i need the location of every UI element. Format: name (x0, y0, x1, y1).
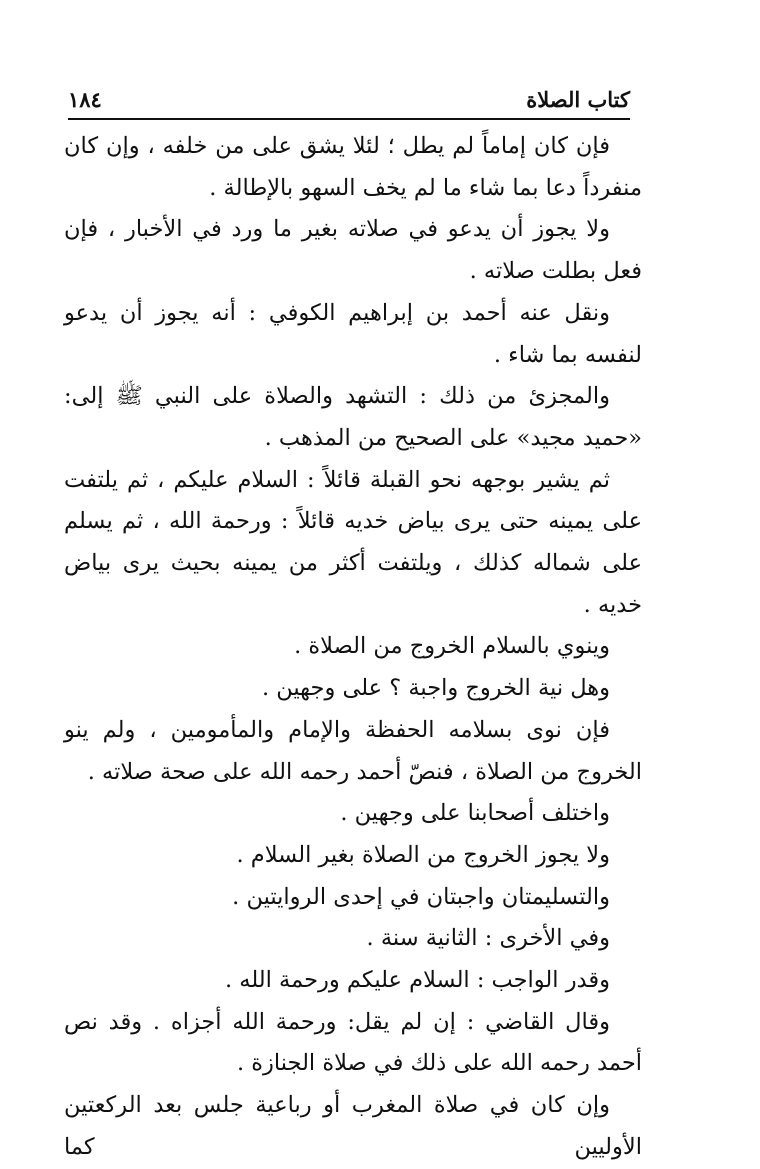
paragraph: وهل نية الخروج واجبة ؟ على وجهين . (261, 675, 610, 702)
paragraph: وينوي بالسلام الخروج من الصلاة . (294, 633, 610, 660)
page-number: ١٨٤ (68, 87, 102, 112)
paragraph: والتسليمتان واجبتان في إحدى الروايتين . (232, 883, 610, 910)
chapter-title: كتاب الصلاة (526, 87, 630, 112)
paragraph: واختلف أصحابنا على وجهين . (340, 800, 610, 827)
main-text (64, 126, 642, 1169)
paragraph: ثم يشير بوجهه نحو القبلة قائلاً : السلام عليكم ، ثم يلتفت على يمينه حتى يرى بياض خديه قائلاً : ورحمة الله ، ثم يسلم على شماله كذلك ، ويلتفت أكثر من يمينه بحيث يرى بياض خديه . (64, 466, 642, 618)
paragraph: ولا يجوز أن يدعو في صلاته بغير ما ورد في الأخبار ، فإن فعل بطلت صلاته . (64, 216, 642, 285)
paragraph: ولا يجوز الخروج من الصلاة بغير السلام . (236, 841, 610, 868)
paragraph: وفي الأخرى : الثانية سنة . (366, 925, 610, 952)
paragraph: وإن كان في صلاة المغرب أو رباعية جلس بعد الركعتين الأوليين كما (64, 1092, 642, 1160)
paragraph: وقال القاضي : إن لم يقل: ورحمة الله أجزاه . وقد نص أحمد رحمه الله على ذلك في صلاة الجنازة . (64, 1008, 642, 1077)
paragraph: والمجزئ من ذلك : التشهد والصلاة على النبي ﷺ إلى: «حميد مجيد» على الصحيح من المذهب . (64, 383, 642, 451)
running-header (68, 82, 630, 120)
paragraph: فإن كان إماماً لم يطل ؛ لئلا يشق على من خلفه ، وإن كان منفرداً دعا بما شاء ما لم يخف السهو بالإطالة . (64, 133, 642, 201)
paragraph: فإن نوى بسلامه الحفظة والإمام والمأمومين ، ولم ينو الخروج من الصلاة ، فنصّ أحمد رحمه الله على صحة صلاته . (64, 716, 642, 785)
paragraph: ونقل عنه أحمد بن إبراهيم الكوفي : أنه يجوز أن يدعو لنفسه بما شاء . (64, 299, 642, 368)
paragraph: وقدر الواجب : السلام عليكم ورحمة الله . (224, 967, 610, 994)
